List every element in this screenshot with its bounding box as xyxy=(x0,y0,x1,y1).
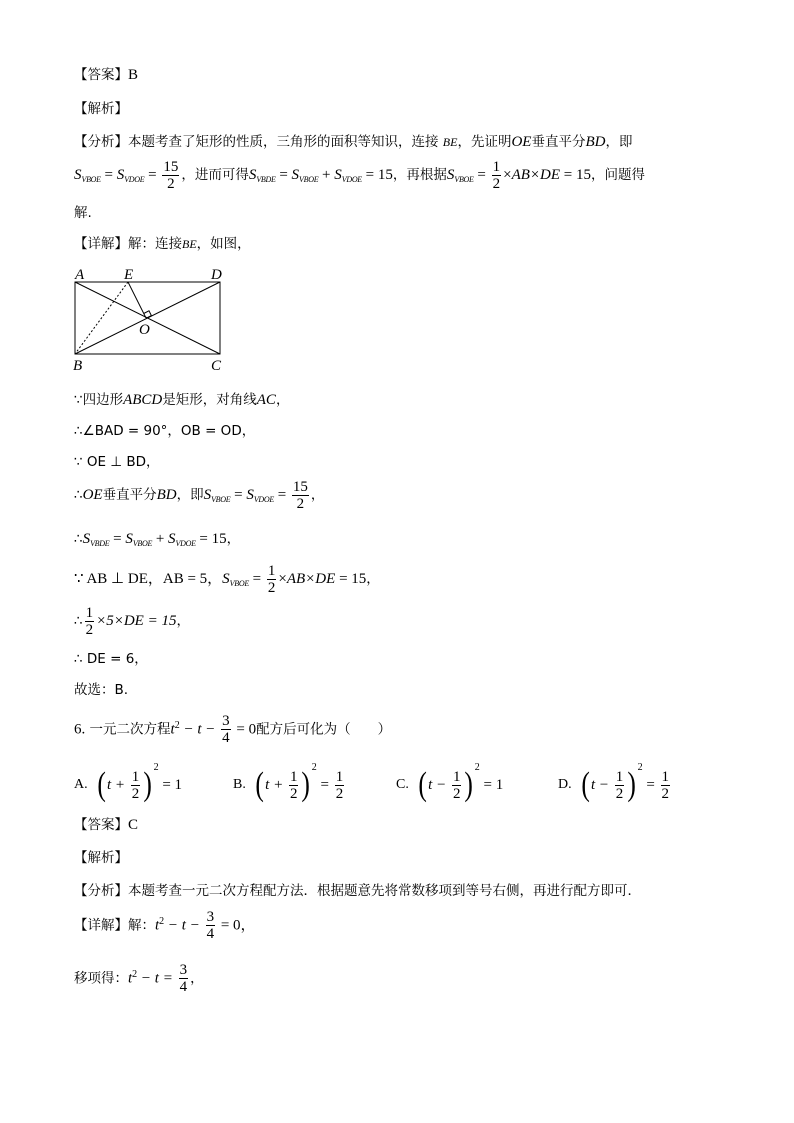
fraction xyxy=(452,769,462,802)
subscript: VBOE xyxy=(229,579,249,588)
math-var: ABCD xyxy=(123,392,163,408)
text: ，即 xyxy=(605,134,633,150)
option-label: A. xyxy=(74,777,88,792)
text: ，如图， xyxy=(196,236,251,252)
eq15: = 15 xyxy=(335,571,367,587)
option-b[interactable] xyxy=(233,762,346,802)
answer-label: 【答案】 xyxy=(74,817,128,833)
text: 本题考查一元二次方程配方法．根据题意先将常数移项到等号右侧，再进行配方即可． xyxy=(128,883,641,899)
text: ，问题得 xyxy=(590,167,645,183)
numerator: 1 xyxy=(289,768,298,785)
exponent: 2 xyxy=(311,762,317,773)
exponent: 2 xyxy=(637,762,643,773)
denominator: 4 xyxy=(206,926,215,942)
proof-line-9: 故选：B. xyxy=(74,682,129,698)
proof-line-8: ∴ DE = 6， xyxy=(74,651,148,667)
text: ，先证明 xyxy=(457,134,512,150)
text: ，进而可得 xyxy=(181,167,249,183)
fraction xyxy=(492,159,502,192)
label-b: B xyxy=(73,358,83,374)
fraction xyxy=(179,962,189,995)
label-a: A xyxy=(75,267,85,283)
paren-close: ) xyxy=(464,766,474,803)
text: ∴ xyxy=(74,487,83,503)
denominator: 2 xyxy=(452,785,461,802)
rectangle-figure xyxy=(66,262,236,374)
math-var: BD xyxy=(585,134,606,150)
eq: = xyxy=(109,531,126,547)
denominator: 2 xyxy=(492,175,501,192)
plus: + xyxy=(318,167,335,183)
fraction xyxy=(206,909,216,942)
option-label: C. xyxy=(396,777,409,792)
eq15: = 15 xyxy=(560,167,591,183)
detail-line-2 xyxy=(74,905,256,943)
paren-open: ( xyxy=(581,766,590,803)
numerator: 3 xyxy=(206,909,215,925)
numerator: 3 xyxy=(179,962,188,978)
paren-open: ( xyxy=(97,766,106,803)
option-label: B. xyxy=(233,777,246,792)
text: 是矩形，对角线 xyxy=(162,392,257,408)
math-expr: ×5×DE = 15 xyxy=(96,613,177,629)
text: ∵ AB ⊥ DE，AB = 5， xyxy=(74,571,223,587)
question-6 xyxy=(74,709,391,747)
denominator: 2 xyxy=(615,785,624,802)
math-var: OE xyxy=(82,487,103,503)
math-expr: t + xyxy=(265,777,287,793)
paren-open: ( xyxy=(255,766,264,803)
times: × xyxy=(503,167,512,183)
denominator: 4 xyxy=(179,979,188,995)
label-e: E xyxy=(124,267,134,283)
rhs: = xyxy=(316,777,333,793)
math-var: t xyxy=(170,721,175,738)
eq: = xyxy=(100,167,117,183)
text: ∴ xyxy=(74,613,83,629)
proof-line-5 xyxy=(74,529,240,554)
denominator: 2 xyxy=(131,785,140,802)
text: ， xyxy=(190,970,204,987)
subscript: VDOE xyxy=(124,175,145,184)
text: ， xyxy=(226,531,241,547)
denominator: 2 xyxy=(267,579,276,596)
subscript: VBOE xyxy=(81,175,101,184)
math-s: S xyxy=(248,167,257,183)
math-expr: t + xyxy=(106,777,129,793)
math-var: BE xyxy=(182,237,197,251)
fraction xyxy=(335,769,345,802)
subscript: VBOE xyxy=(132,539,153,548)
numerator: 1 xyxy=(492,158,501,175)
text: = 0， xyxy=(217,917,256,934)
text: 本题考查了矩形的性质，三角形的面积等知识，连接 xyxy=(128,134,439,150)
text: ， xyxy=(366,571,380,587)
proof-line-4 xyxy=(74,478,324,517)
dashed-be xyxy=(75,282,128,354)
eq: = xyxy=(230,487,247,503)
text: 配方后可化为（ ） xyxy=(256,721,392,738)
math-s: S xyxy=(82,531,91,547)
fraction xyxy=(162,159,179,192)
math-s: S xyxy=(291,167,300,183)
detail-label: 【详解】 xyxy=(74,236,128,252)
numerator: 1 xyxy=(335,768,344,785)
math-s: S xyxy=(116,167,125,183)
math-s: S xyxy=(168,531,176,547)
answer-line-2 xyxy=(74,815,138,835)
fenxi-label: 【分析】 xyxy=(74,134,128,150)
numerator: 15 xyxy=(292,478,308,495)
text: ， xyxy=(176,613,190,629)
numerator: 1 xyxy=(452,768,461,785)
eq: = 0 xyxy=(232,721,257,738)
denominator: 4 xyxy=(222,730,230,746)
proof-line-1 xyxy=(74,390,289,410)
numerator: 1 xyxy=(615,768,624,785)
rhs: = 1 xyxy=(158,777,183,793)
math-expr: t − xyxy=(590,777,613,793)
fenxi-label: 【分析】 xyxy=(74,883,128,899)
answer-value: C xyxy=(128,817,139,833)
eq15: = 15 xyxy=(195,531,227,547)
text: 垂直平分 xyxy=(531,134,586,150)
text: ， xyxy=(310,487,325,503)
text: 一元二次方程 xyxy=(89,721,171,738)
math-expr: − t = xyxy=(137,970,177,987)
move-term-line xyxy=(74,958,204,996)
math-s: S xyxy=(246,487,254,503)
detail-line xyxy=(74,234,251,254)
paren-close: ) xyxy=(301,766,311,803)
math-s: S xyxy=(334,167,342,183)
math-var: OE xyxy=(511,134,532,150)
math-s: S xyxy=(74,167,82,183)
text: ∵四边形 xyxy=(74,392,124,408)
math-s: S xyxy=(446,167,455,183)
exponent: 2 xyxy=(153,762,159,773)
analysis-2-line xyxy=(74,881,641,901)
paren-close: ) xyxy=(143,766,153,803)
answer-value: B xyxy=(128,67,139,83)
math-expr: t − xyxy=(428,777,450,793)
label-d: D xyxy=(211,267,222,283)
proof-line-3: ∵ OE ⊥ BD， xyxy=(74,454,160,470)
fraction xyxy=(131,769,141,802)
fraction xyxy=(289,769,299,802)
option-d[interactable] xyxy=(558,762,672,802)
fraction xyxy=(267,563,277,596)
analysis-line-3: 解. xyxy=(74,205,92,221)
numerator: 1 xyxy=(267,562,276,579)
detail-label: 【详解】 xyxy=(74,917,128,934)
text: ，即 xyxy=(176,487,204,503)
exponent: 2 xyxy=(132,969,138,980)
proof-line-7 xyxy=(74,604,190,638)
numerator: 1 xyxy=(661,768,670,785)
denominator: 2 xyxy=(85,621,94,638)
math-var: t xyxy=(155,917,160,934)
math-expr: AB×DE xyxy=(511,167,561,183)
eq15: = 15 xyxy=(361,167,393,183)
subscript: VBDE xyxy=(256,175,276,184)
math-var: BE xyxy=(442,135,458,149)
math-s: S xyxy=(222,571,230,587)
proof-line-2: ∴∠BAD = 90°，OB = OD， xyxy=(74,423,256,439)
question-number: 6. xyxy=(74,721,86,738)
paren-open: ( xyxy=(418,766,427,803)
fraction xyxy=(292,479,309,512)
denominator: 2 xyxy=(661,785,670,802)
analysis-label-2: 【解析】 xyxy=(74,850,128,866)
eq: = xyxy=(248,571,265,587)
text: ∴ xyxy=(74,531,83,547)
math-s: S xyxy=(125,531,133,547)
text: 解：连接 xyxy=(128,236,182,252)
plus: + xyxy=(152,531,169,547)
numerator: 1 xyxy=(85,604,94,621)
eq: = xyxy=(273,487,290,503)
analysis-label: 【解析】 xyxy=(74,101,128,117)
math-var: t xyxy=(128,970,133,987)
math-expr: AB×DE xyxy=(286,571,336,587)
numerator: 15 xyxy=(163,158,179,175)
times: × xyxy=(278,571,287,587)
proof-line-6 xyxy=(74,562,380,601)
math-s: S xyxy=(203,487,212,503)
math-var: BD xyxy=(156,487,177,503)
text: 垂直平分 xyxy=(102,487,157,503)
text: ， xyxy=(275,392,290,408)
fraction xyxy=(85,605,95,638)
answer-label: 【答案】 xyxy=(74,67,128,83)
text: ，再根据 xyxy=(392,167,447,183)
paren-close: ) xyxy=(627,766,637,803)
text: 解： xyxy=(128,917,155,934)
math-var: AC xyxy=(256,392,276,408)
denominator: 2 xyxy=(296,495,305,512)
rhs: = 1 xyxy=(479,777,504,793)
option-label: D. xyxy=(558,777,572,792)
exponent: 2 xyxy=(474,762,480,773)
numerator: 3 xyxy=(222,713,230,729)
rhs: = xyxy=(642,777,659,793)
denominator: 2 xyxy=(335,785,344,802)
eq: = xyxy=(473,167,490,183)
text: 移项得： xyxy=(74,970,128,987)
numerator: 1 xyxy=(131,768,140,785)
subscript: VBOE xyxy=(211,495,231,504)
label-o: O xyxy=(139,322,150,338)
subscript: VBOE xyxy=(299,175,319,184)
denominator: 2 xyxy=(289,785,298,802)
fraction xyxy=(221,713,231,746)
subscript: VBOE xyxy=(454,175,474,184)
denominator: 2 xyxy=(167,175,175,192)
subscript: VDOE xyxy=(253,495,274,504)
fraction xyxy=(661,769,671,802)
subscript: VDOE xyxy=(341,175,362,184)
eq: = xyxy=(144,167,161,183)
fraction xyxy=(615,769,625,802)
analysis-line-2 xyxy=(74,158,645,197)
exponent: 2 xyxy=(159,916,165,927)
math-expr: − t − xyxy=(164,917,204,934)
math-expr: − t − xyxy=(179,721,220,738)
answer-line xyxy=(74,65,138,85)
exponent: 2 xyxy=(174,720,180,731)
option-a[interactable] xyxy=(74,762,182,802)
label-c: C xyxy=(211,358,222,374)
subscript: VDOE xyxy=(175,539,196,548)
analysis-line-1 xyxy=(74,132,632,152)
subscript: VBDE xyxy=(90,539,110,548)
option-c[interactable] xyxy=(396,762,503,802)
eq: = xyxy=(275,167,292,183)
